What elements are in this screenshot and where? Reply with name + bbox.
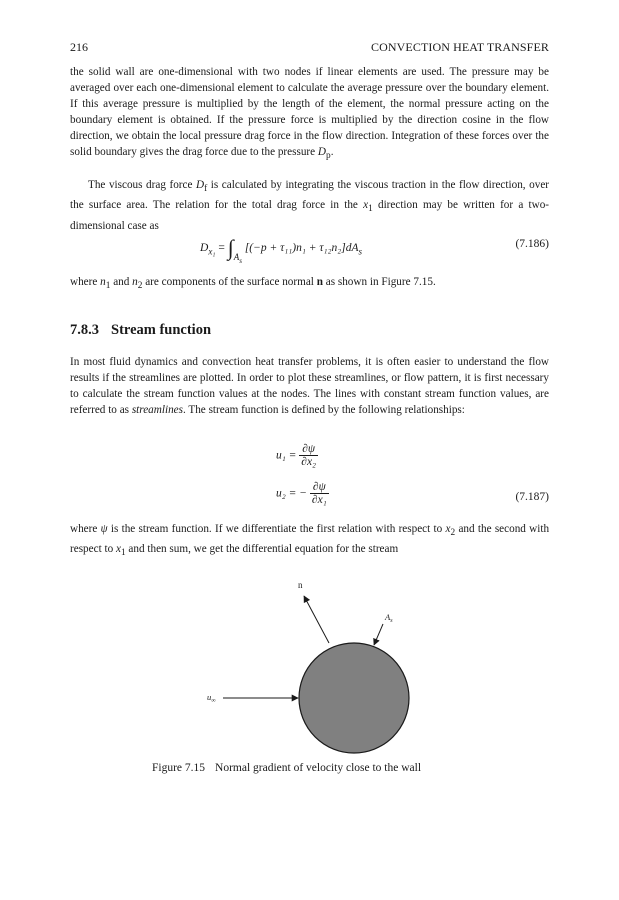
symbol-x1: x xyxy=(115,543,121,556)
equation-number: (7.186) xyxy=(515,238,549,250)
paragraph-text: is the stream function. If we differentiate the first relation with respect to xyxy=(110,523,443,535)
paragraph-text: is calculated by integrating the viscous traction in the flow direction, over the surface area. The relation for the total drag force in the xyxy=(70,179,550,212)
velocity-label-main: u xyxy=(207,692,212,702)
paragraph-text: direction may be written for a two-dimensional case as xyxy=(70,199,550,232)
section-number: 7.8.3 xyxy=(70,322,99,338)
paragraph-text: are components of the surface normal xyxy=(145,276,314,288)
figure-caption xyxy=(152,762,421,774)
paragraph-text: the solid wall are one-dimensional with two nodes if linear elements are used. The pressure may be averaged over each one-dimensional element to calculate the average pressure over the boundary element. If this average pressure is multiplied by the length of the element, the normal pressure acting on the boundary element is obtained. If the pressure force is multiplied by the direction cosine in the flow direction, we obtain the local pressure drag force in the flow direction. Integration of these forces over the solid boundary gives the drag force due to the pressure xyxy=(70,66,549,159)
paragraph-text: The viscous drag force xyxy=(88,179,193,191)
paragraph-text: and xyxy=(113,276,130,288)
surface-label xyxy=(384,612,393,624)
subscript: 1 xyxy=(105,281,111,292)
page-number: 216 xyxy=(70,40,88,54)
eq-u1: u₁ = xyxy=(276,449,297,462)
period: . xyxy=(330,146,334,159)
eq-body-sub: s xyxy=(358,246,362,257)
normal-arrow xyxy=(304,596,329,643)
normal-label: n xyxy=(298,580,303,590)
int-sub-sub: s xyxy=(239,257,242,266)
subscript: f xyxy=(204,184,208,195)
paragraph-text: as shown in Figure 7.15. xyxy=(325,276,436,288)
emphasis-streamlines: streamlines xyxy=(131,404,183,417)
eq-lhs-sub: x₁ xyxy=(208,246,216,257)
subscript: 2 xyxy=(450,528,456,539)
symbol-n2: n xyxy=(132,276,138,288)
caption-text: Normal gradient of velocity close to the wall xyxy=(215,762,422,774)
numerator: ∂ψ xyxy=(310,481,329,494)
eq-u2: u₂ = − xyxy=(276,487,308,500)
equation-number: (7.187) xyxy=(515,491,549,503)
subscript: 1 xyxy=(368,204,373,215)
velocity-label xyxy=(207,692,216,704)
integral-sign: ∫ xyxy=(227,235,234,260)
denominator: ∂x₁ xyxy=(311,494,327,506)
symbol-D: D xyxy=(196,179,205,191)
int-sub: A xyxy=(233,252,240,263)
surface-pointer xyxy=(374,624,383,645)
symbol-psi: ψ xyxy=(100,523,108,535)
surface-label-main: A xyxy=(385,612,391,622)
paragraph-text: In most fluid dynamics and convection heat transfer problems, it is often easier to understand the flow results if the streamlines are plotted. In order to plot these streamlines, or flow pattern, it is first necessary to calculate the stream function values at the nodes. The lines with constant stream function values, are referred to as xyxy=(70,356,549,417)
surface-label-sub: s xyxy=(390,618,393,624)
paragraph-text: and then sum, we get the differential equation for the stream xyxy=(128,543,399,556)
bold-n: n xyxy=(316,276,323,288)
caption-label: Figure 7.15 xyxy=(152,762,206,774)
numerator: ∂ψ xyxy=(299,443,318,456)
subscript: 2 xyxy=(137,281,143,292)
section-title: Stream function xyxy=(111,322,212,338)
denominator: ∂x₂ xyxy=(301,456,317,468)
subscript: 1 xyxy=(120,548,126,559)
velocity-label-sub: ∞ xyxy=(211,698,216,704)
symbol-n1: n xyxy=(100,276,106,288)
paragraph-text: where xyxy=(70,523,98,535)
symbol-D: D xyxy=(317,146,327,159)
paragraph-text: . The stream function is defined by the following relationships: xyxy=(182,404,465,417)
paragraph-text: and the second with respect to xyxy=(70,523,550,556)
eq-body: [(−p + τ₁₁)n₁ + τ₁₂n₂]dA xyxy=(244,242,359,254)
symbol-x2: x xyxy=(445,523,451,535)
paragraph-text: where xyxy=(70,276,98,288)
subscript: p xyxy=(326,151,331,162)
cylinder xyxy=(299,643,409,753)
eq-equals: = xyxy=(218,242,225,254)
eq-lhs: D xyxy=(200,242,209,254)
running-title: CONVECTION HEAT TRANSFER xyxy=(371,40,549,54)
symbol-x: x xyxy=(363,199,369,212)
